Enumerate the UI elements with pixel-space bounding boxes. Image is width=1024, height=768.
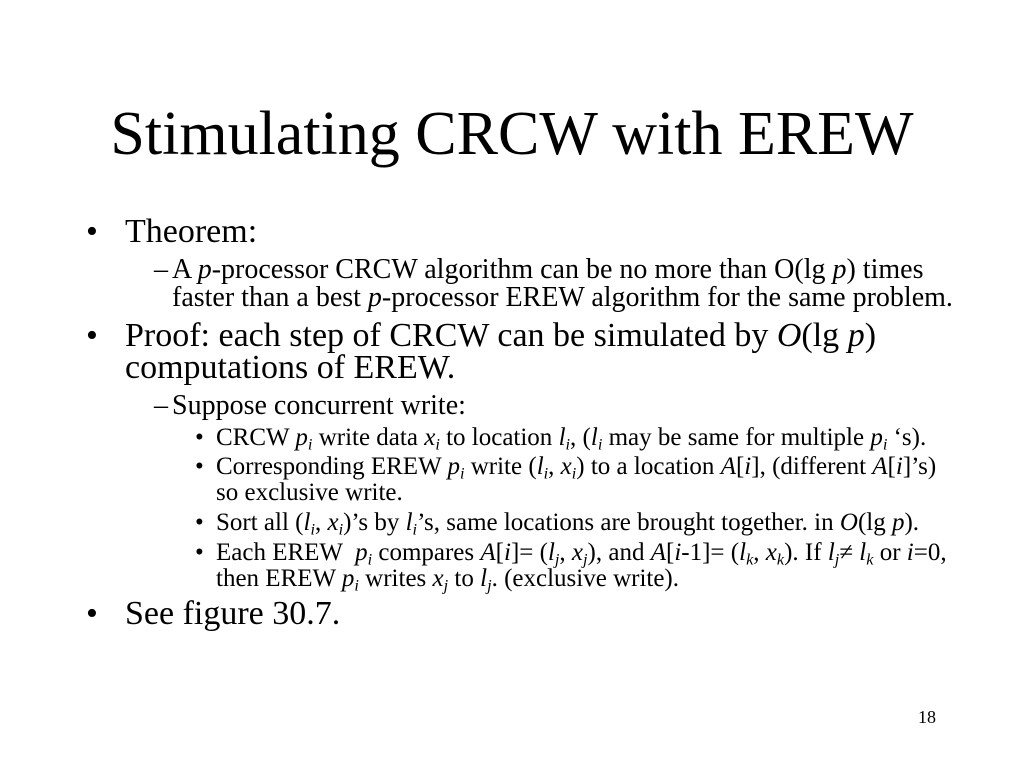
dash-marker: – [154, 390, 168, 421]
math-variable-run: i [906, 539, 914, 566]
math-variable-run: l [547, 539, 555, 566]
math-variable-run: x [432, 565, 444, 592]
detail-text [216, 539, 947, 595]
page-number: 18 [918, 707, 936, 727]
text-run: , ( [570, 424, 591, 451]
math-variable-run: i [744, 453, 752, 480]
math-variable-run: l [739, 539, 747, 566]
math-variable-run: A [650, 539, 666, 566]
text-run: ) [864, 317, 877, 354]
text-run: (lg [801, 317, 848, 354]
text-run: [ [666, 539, 675, 566]
bullet-marker: • [195, 453, 204, 480]
subscript-run: i [571, 464, 577, 483]
text-run: -processor CRCW algorithm can be no more than O(lg [211, 254, 833, 285]
text-run: writes [358, 565, 433, 592]
text-run: faster than a best [172, 282, 368, 313]
subscript-run: j [834, 550, 840, 569]
text-line [216, 539, 947, 569]
math-variable-run: x [571, 539, 584, 566]
text-run: ) times [846, 254, 924, 285]
math-variable-run: l [827, 539, 835, 566]
math-variable-run: p [367, 282, 382, 313]
math-variable-run: l [558, 424, 566, 451]
subscript-run: j [487, 576, 492, 595]
text-run: [ [735, 453, 745, 480]
text-line [172, 284, 953, 312]
math-variable-run: l [480, 565, 488, 592]
math-variable-run: l [405, 509, 413, 536]
text-run: ], (different [751, 453, 873, 480]
bullet-marker: • [86, 317, 98, 354]
subscript-run: i [597, 435, 603, 454]
text-run: Suppose concurrent write: [172, 390, 466, 421]
text-run: write ( [464, 453, 537, 480]
text-run: -1]= ( [681, 539, 740, 566]
math-variable-run: x [424, 424, 436, 451]
subscript-run: i [543, 464, 549, 483]
text-run: CRCW [216, 424, 296, 451]
text-run: Corresponding EREW [216, 453, 448, 480]
text-run: Theorem: [125, 213, 258, 250]
math-variable-run: p [197, 254, 212, 285]
text-run: , [548, 453, 561, 480]
subscript-run: k [776, 550, 785, 569]
text-line [216, 453, 937, 483]
text-line [125, 213, 258, 250]
text-run: )’s by [343, 509, 406, 536]
text-run: ), and [587, 539, 651, 566]
text-run: or [873, 539, 907, 566]
subscript-run: i [354, 576, 359, 595]
text-run: , [753, 539, 766, 566]
text-run: ]= ( [510, 539, 548, 566]
subscript-run: i [882, 435, 888, 454]
math-variable-run: p [870, 424, 883, 451]
text-run: -processor EREW algorithm for the same problem. [381, 282, 953, 313]
subscript-run: i [459, 464, 465, 483]
text-run: then EREW [216, 565, 342, 592]
text-line [216, 509, 920, 539]
bullet-marker: • [195, 509, 204, 536]
math-variable-run: p [295, 424, 308, 451]
text-run: (lg [857, 509, 892, 536]
math-variable-run: l [590, 424, 598, 451]
text-run: ≠ [839, 539, 860, 566]
subscript-run: i [338, 520, 344, 539]
subscript-run: i [565, 435, 571, 454]
text-run: Proof: each step of CRCW can be simulated by [125, 317, 777, 354]
subscript-run: i [367, 550, 373, 569]
text-run: may be same for multiple [602, 424, 871, 451]
math-variable-run: x [327, 509, 339, 536]
math-variable-run: l [303, 509, 311, 536]
subscript-run: i [310, 520, 315, 539]
text-line [172, 392, 466, 420]
bullet-marker: • [195, 424, 204, 451]
text-run: Each EREW [216, 539, 356, 566]
text-run: computations of EREW. [125, 349, 456, 386]
math-variable-run: O [839, 509, 858, 536]
subscript-run: i [435, 435, 440, 454]
detail-text [216, 509, 920, 539]
sub-bullet-text [172, 256, 953, 312]
text-run: to location [439, 424, 559, 451]
math-variable-run: A [720, 453, 736, 480]
math-variable-run: p [832, 254, 847, 285]
sub-bullet-text [172, 392, 466, 420]
dash-marker: – [154, 254, 168, 285]
subscript-run: j [443, 576, 449, 595]
text-run: A [172, 254, 198, 285]
math-variable-run: A [872, 453, 888, 480]
bullet-text [125, 213, 258, 250]
text-run: Sort all ( [216, 509, 304, 536]
text-run: , [559, 539, 572, 566]
subscript-run: i [307, 435, 313, 454]
math-variable-run: O [776, 317, 802, 354]
text-run: compares [372, 539, 481, 566]
text-run: [ [495, 539, 504, 566]
subscript-run: k [866, 550, 874, 569]
math-variable-run: i [504, 539, 511, 566]
text-run: ) to a location [576, 453, 721, 480]
subscript-run: i [412, 520, 418, 539]
bullet-marker: • [195, 539, 204, 566]
math-variable-run: i [895, 453, 903, 480]
text-run: ). [904, 509, 920, 536]
bullet-text [125, 595, 341, 632]
text-line [125, 317, 877, 354]
math-variable-run: i [674, 539, 682, 566]
math-variable-run: p [447, 453, 460, 480]
math-variable-run: p [847, 317, 865, 354]
text-run: ). If [784, 539, 828, 566]
text-run: [ [887, 453, 896, 480]
slide-title: Stimulating CRCW with EREW [110, 100, 914, 168]
subscript-run: k [746, 550, 754, 569]
text-line [216, 424, 927, 454]
math-variable-run: l [859, 539, 867, 566]
subscript-run: j [554, 550, 560, 569]
bullet-marker: • [86, 595, 98, 632]
text-run: , [314, 509, 328, 536]
text-line [172, 256, 953, 284]
text-run: =0, [913, 539, 947, 566]
text-run: ‘s). [887, 424, 927, 451]
bullet-marker: • [86, 213, 98, 250]
text-line [125, 595, 341, 632]
detail-text [216, 454, 936, 506]
text-run: See figure 30.7. [125, 595, 341, 632]
math-variable-run: x [765, 539, 777, 566]
math-variable-run: p [341, 565, 355, 592]
text-run: so exclusive write. [216, 479, 403, 506]
math-variable-run: p [355, 539, 368, 566]
text-line [216, 565, 947, 595]
text-run: to [448, 565, 481, 592]
subscript-run: j [583, 550, 588, 569]
math-variable-run: l [536, 453, 544, 480]
math-variable-run: p [891, 509, 905, 536]
text-run: write data [312, 424, 425, 451]
math-variable-run: A [480, 539, 496, 566]
text-run: ’s, same locations are brought together. in [417, 509, 840, 536]
bullet-text [125, 317, 877, 386]
text-line [125, 349, 876, 386]
text-run: . (exclusive write). [491, 565, 680, 592]
text-run: ]’s) [902, 453, 937, 480]
math-variable-run: x [560, 453, 572, 480]
text-line [216, 480, 936, 506]
detail-text [216, 424, 927, 454]
